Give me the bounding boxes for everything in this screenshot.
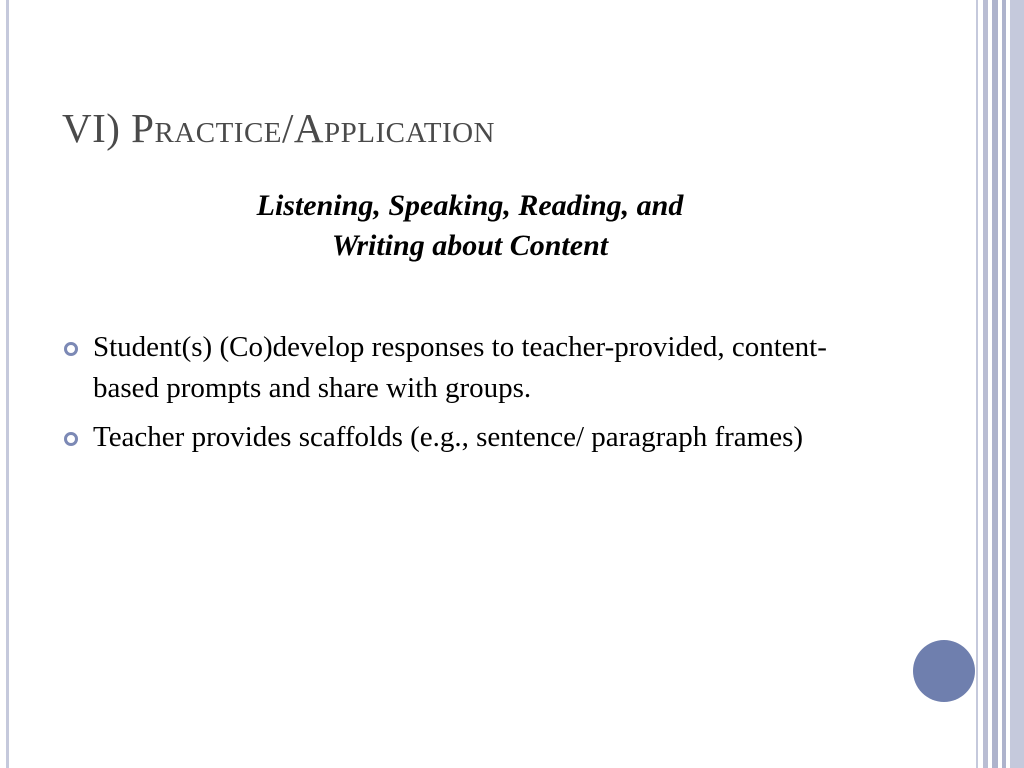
ring-bullet-icon (64, 432, 78, 446)
decorative-stripe (983, 0, 988, 768)
decorative-stripe (976, 0, 978, 768)
subtitle-line: Writing about Content (331, 229, 609, 262)
slide-title: VI) Practice/Application (62, 105, 495, 151)
decorative-stripe (1010, 0, 1024, 768)
ring-bullet-icon (64, 342, 78, 356)
decorative-stripe (992, 0, 998, 768)
bullet-item (62, 417, 882, 458)
decorative-circle (913, 640, 975, 702)
slide-subtitle (150, 186, 790, 266)
bullet-text: Teacher provides scaffolds (e.g., sentence/ paragraph frames) (93, 421, 804, 453)
bullet-item (62, 327, 882, 409)
bullet-text: Student(s) (Co)develop responses to teacher-provided, content-based prompts and share with groups. (93, 331, 827, 404)
subtitle-line: Listening, Speaking, Reading, and (256, 189, 684, 222)
left-border-line (6, 0, 9, 768)
bullet-list (62, 327, 882, 466)
decorative-stripe (1002, 0, 1006, 768)
